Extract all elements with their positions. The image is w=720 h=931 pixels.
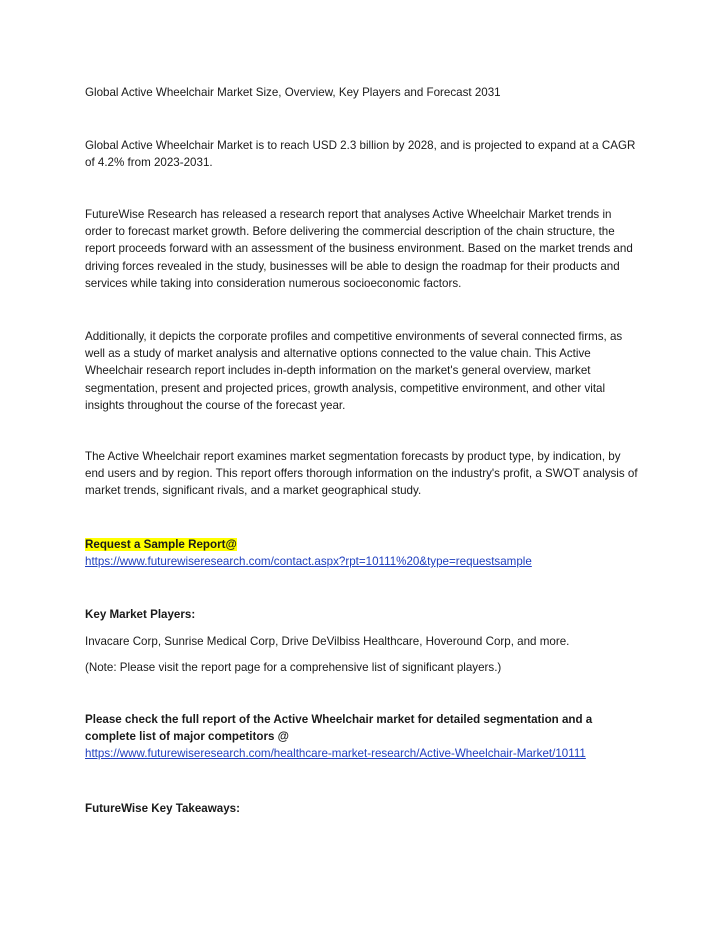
document-title: Global Active Wheelchair Market Size, Overview, Key Players and Forecast 2031: [85, 86, 501, 99]
sample-request-link[interactable]: https://www.futurewiseresearch.com/contact.aspx?rpt=10111%20&type=requestsample: [85, 555, 532, 569]
paragraph-research-overview: FutureWise Research has released a research report that analyses Active Wheelchair Market trends in order to forecast market growth. Before delivering the commercial description of the chain structure, the report proceeds forward with an assessment of the business environment. Based on the market trends and driving forces revealed in the study, businesses will be able to design the roadmap for their products and services while taking into consideration numerous socioeconomic factors.: [85, 208, 633, 290]
full-report-link[interactable]: https://www.futurewiseresearch.com/healthcare-market-research/Active-Wheelchair-Market/10111: [85, 747, 586, 761]
paragraph-segmentation: The Active Wheelchair report examines market segmentation forecasts by product type, by indication, by end users and by region. This report offers thorough information on the industry's profit, a SWOT analysis of market trends, significant rivals, and a market geographical study.: [85, 450, 638, 498]
sample-request-section: [85, 536, 640, 570]
takeaways-heading: FutureWise Key Takeaways:: [85, 802, 240, 815]
sample-request-label: Request a Sample Report@: [85, 538, 237, 551]
key-players-heading: Key Market Players:: [85, 608, 196, 621]
key-players-list: Invacare Corp, Sunrise Medical Corp, Drive DeVilbiss Healthcare, Hoveround Corp, and more.: [85, 635, 570, 648]
key-players-note: (Note: Please visit the report page for a comprehensive list of significant players.): [85, 661, 502, 674]
paragraph-corporate-profiles: Additionally, it depicts the corporate profiles and competitive environments of several connected firms, as well as a study of market analysis and alternative options connected to the value chain. This Active Wheelchair research report includes in-depth information on the market's general overview, market segmentation, present and projected prices, growth analysis, competitive environment, and other vital insights throughout the course of the forecast year.: [85, 330, 623, 412]
intro-paragraph: Global Active Wheelchair Market is to reach USD 2.3 billion by 2028, and is projected to expand at a CAGR of 4.2% from 2023-2031.: [85, 139, 636, 170]
full-report-cta: Please check the full report of the Active Wheelchair market for detailed segmentation and a complete list of major competitors @: [85, 713, 593, 744]
full-report-section: [85, 711, 640, 763]
